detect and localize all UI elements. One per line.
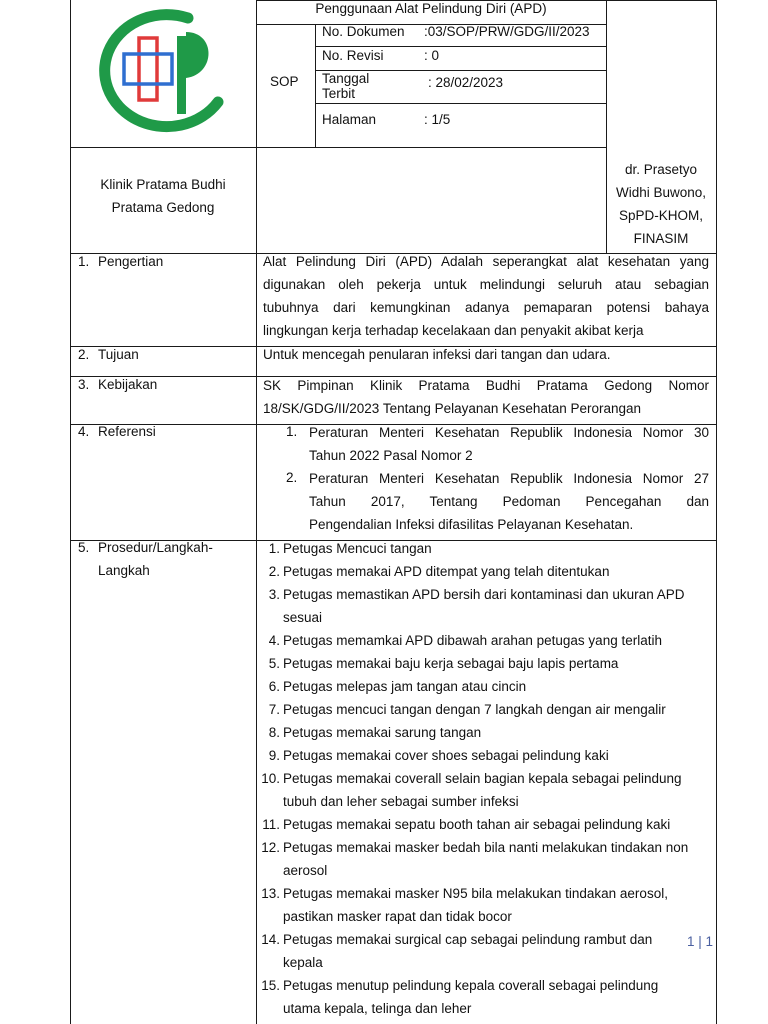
doc-number-label: No. Dokumen	[322, 24, 405, 39]
procedure-step	[256, 744, 716, 767]
kebijakan-text	[263, 374, 709, 420]
section-label-pengertian: Pengertian	[98, 254, 164, 269]
step-number: 4.	[268, 633, 280, 648]
procedure-step	[256, 629, 716, 652]
text-line: Petugas memakai APD ditempat yang telah ditentukan	[283, 564, 610, 579]
section-number: 4.	[78, 424, 90, 439]
text-line: Petugas mencuci tangan dengan 7 langkah dengan air mengalir	[283, 702, 666, 717]
issue-date-label-2: Terbit	[322, 86, 356, 101]
reference-item	[309, 421, 709, 467]
text-line: lingkungan kerja terhadap kecelakaan dan penyakit akibat kerja	[263, 323, 644, 338]
step-text	[283, 675, 716, 698]
procedure-step	[256, 928, 716, 974]
step-text	[283, 836, 716, 882]
reference-number: 1.	[286, 424, 298, 439]
step-number: 14.	[261, 932, 280, 947]
text-line: Tahun 2017, Tentang Pedoman Pencegahan dan	[309, 494, 709, 509]
text-line: digunakan oleh pekerja untuk melindungi seluruh atau sebagian	[263, 277, 709, 292]
step-text	[283, 767, 716, 813]
tujuan-text: Untuk mencegah penularan infeksi dari tangan dan udara.	[263, 347, 611, 362]
step-text	[283, 698, 716, 721]
section-number: 1.	[78, 254, 90, 269]
step-text	[283, 974, 716, 1020]
text-line: tubuhnya dari kemungkinan adanya pemaparan potensi bahaya	[263, 300, 709, 315]
step-text	[283, 813, 716, 836]
issue-date-value: : 28/02/2023	[428, 75, 504, 90]
text-line: SK Pimpinan Klinik Pratama Budhi Pratama Gedong Nomor	[263, 378, 709, 393]
procedure-step	[256, 652, 716, 675]
header-divider	[70, 147, 606, 148]
step-number: 15.	[261, 978, 280, 993]
step-number: 13.	[261, 886, 280, 901]
text-line: Peraturan Menteri Kesehatan Republik Indonesia Nomor 30	[309, 425, 709, 440]
step-number: 6.	[268, 679, 280, 694]
page-number: 1 | 1	[687, 934, 714, 949]
reference-number: 2.	[286, 470, 298, 485]
section-number: 5.	[78, 540, 90, 555]
step-number: 1.	[268, 541, 280, 556]
step-number: 5.	[268, 656, 280, 671]
procedure-step	[256, 813, 716, 836]
text-line: Petugas memakai masker N95 bila melakukan tindakan aerosol,	[283, 886, 668, 901]
step-text	[283, 652, 716, 675]
step-number: 11.	[262, 817, 280, 832]
step-number: 7.	[268, 702, 280, 717]
text-line: tubuh dan leher sebagai sumber infeksi	[283, 794, 519, 809]
sop-column-divider	[315, 24, 316, 147]
step-text	[283, 744, 716, 767]
signer-line-1: dr. Prasetyo	[624, 162, 698, 177]
procedure-step	[256, 974, 716, 1020]
revision-label: No. Revisi	[322, 48, 384, 63]
page-label: Halaman	[322, 112, 377, 127]
step-text	[283, 882, 716, 928]
procedure-steps	[256, 537, 716, 1020]
text-line: Petugas memakai surgical cap sebagai pelindung rambut dan	[283, 932, 653, 947]
procedure-step	[256, 675, 716, 698]
text-line: utama kepala, telinga dan leher	[283, 1001, 472, 1016]
text-line: Petugas memastikan APD bersih dari kontaminasi dan ukuran APD	[283, 587, 685, 602]
doc-number-value: :03/SOP/PRW/GDG/II/2023	[424, 24, 590, 39]
text-line: Petugas melepas jam tangan atau cincin	[283, 679, 527, 694]
section-number: 2.	[78, 347, 90, 362]
pengertian-text	[263, 250, 709, 342]
text-line: Petugas memakai baju kerja sebagai baju lapis pertama	[283, 656, 619, 671]
signer-line-4: FINASIM	[633, 231, 689, 246]
procedure-step	[256, 721, 716, 744]
text-line: Petugas memakai sepatu booth tahan air sebagai pelindung kaki	[283, 817, 671, 832]
text-line: Petugas memakai masker bedah bila nanti melakukan tindakan non	[283, 840, 689, 855]
procedure-step	[256, 537, 716, 560]
text-line: aerosol	[283, 863, 328, 878]
document-title: Penggunaan Alat Pelindung Diri (APD)	[315, 1, 547, 16]
procedure-step	[256, 882, 716, 928]
signer-line-3: SpPD-KHOM,	[618, 208, 703, 223]
section-label-kebijakan: Kebijakan	[98, 377, 158, 392]
text-line: Petugas memakai sarung tangan	[283, 725, 482, 740]
clinic-name-line-1: Klinik Pratama Budhi	[100, 177, 226, 192]
text-line: 18/SK/GDG/II/2023 Tentang Pelayanan Kesehatan Perorangan	[263, 401, 642, 416]
step-number: 3.	[268, 587, 280, 602]
step-text	[283, 721, 716, 744]
step-number: 8.	[268, 725, 280, 740]
page-value: : 1/5	[424, 112, 451, 127]
signer-line-2: Widhi Buwono,	[615, 185, 707, 200]
table-border-left	[70, 0, 71, 1024]
section-label-prosedur-1: Prosedur/Langkah-	[98, 540, 213, 555]
step-text	[283, 560, 716, 583]
text-line: Petugas memakai coverall selain bagian kepala sebagai pelindung	[283, 771, 682, 786]
step-number: 10.	[261, 771, 280, 786]
step-number: 9.	[268, 748, 280, 763]
text-line: pastikan masker rapat dan tidak bocor	[283, 909, 512, 924]
revision-value: : 0	[424, 48, 440, 63]
step-number: 12.	[261, 840, 280, 855]
procedure-step	[256, 560, 716, 583]
step-number: 2.	[268, 564, 280, 579]
date-row-divider	[315, 103, 606, 104]
text-line: Petugas memakai cover shoes sebagai pelindung kaki	[283, 748, 609, 763]
procedure-step	[256, 583, 716, 629]
step-text	[283, 629, 716, 652]
text-line: Alat Pelindung Diri (APD) Adalah seperangkat alat kesehatan yang	[263, 254, 709, 269]
procedure-step	[256, 836, 716, 882]
section-label-tujuan: Tujuan	[98, 347, 139, 362]
text-line: Petugas Mencuci tangan	[283, 541, 432, 556]
text-line: kepala	[283, 955, 323, 970]
clinic-logo	[92, 2, 235, 136]
procedure-step	[256, 767, 716, 813]
text-line: sesuai	[283, 610, 323, 625]
clinic-name-line-2: Pratama Gedong	[111, 200, 215, 215]
text-line: Peraturan Menteri Kesehatan Republik Indonesia Nomor 27	[309, 471, 709, 486]
table-border-right	[716, 0, 717, 1024]
sop-label: SOP	[270, 74, 299, 89]
text-line: Tahun 2022 Pasal Nomor 2	[309, 448, 473, 463]
text-line: Petugas memamkai APD dibawah arahan petugas yang terlatih	[283, 633, 662, 648]
section-label-prosedur-2: Langkah	[98, 563, 150, 578]
step-text	[283, 537, 716, 560]
issue-date-label-1: Tanggal	[322, 71, 370, 86]
text-line: Petugas menutup pelindung kepala coverall sebagai pelindung	[283, 978, 659, 993]
step-text	[283, 928, 716, 974]
section-label-referensi: Referensi	[98, 424, 156, 439]
section-number: 3.	[78, 377, 90, 392]
procedure-step	[256, 698, 716, 721]
step-text	[283, 583, 716, 629]
text-line: Pengendalian Infeksi difasilitas Pelayanan Kesehatan.	[309, 517, 634, 532]
reference-item	[309, 467, 709, 536]
